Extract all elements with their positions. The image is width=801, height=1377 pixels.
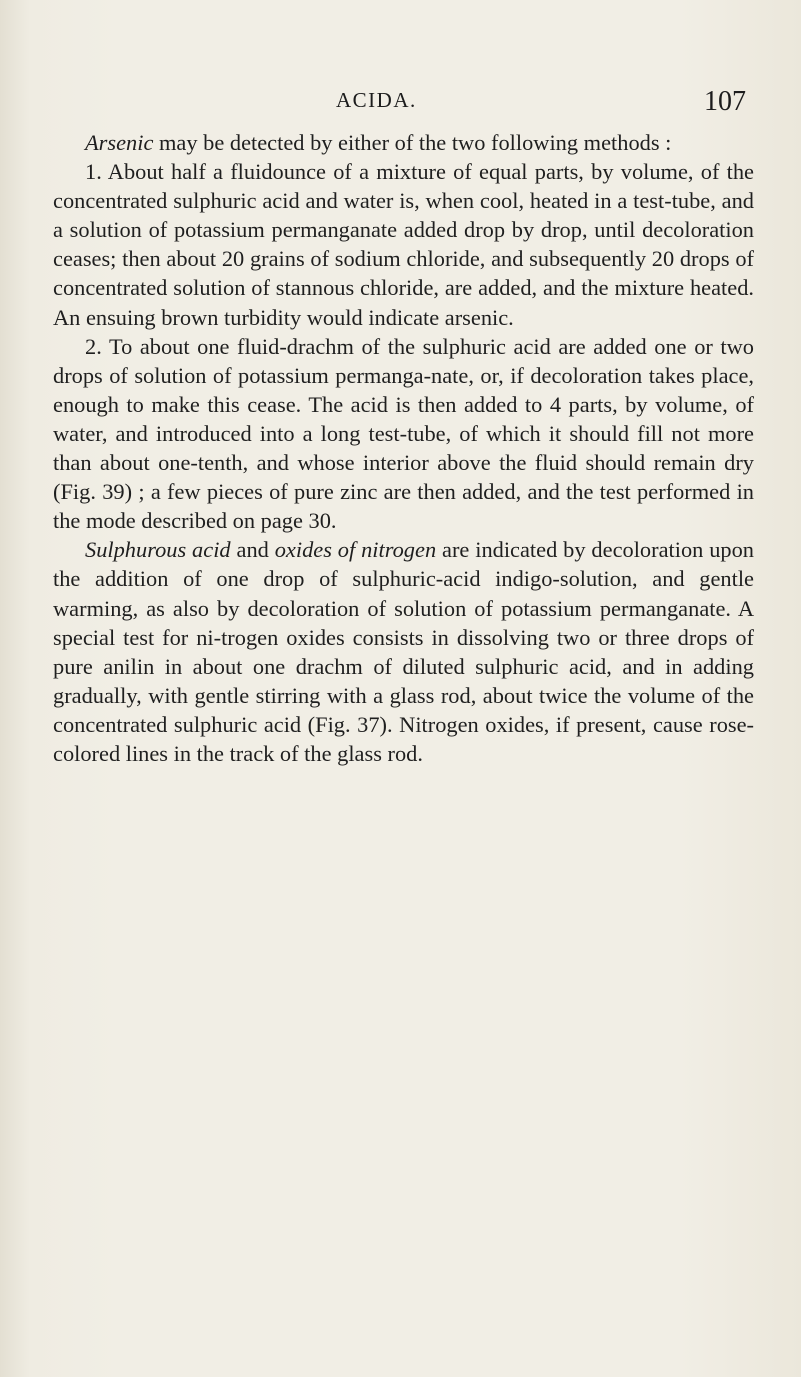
page-header <box>0 86 801 122</box>
paragraph-text: 1. About half a fluidounce of a mixture of equal parts, by volume, of the concentrated sulphuric acid and water is, when cool, heated in a test-tube, and a solution of potassium permanganate added drop by drop, until decoloration ceases; then about 20 grains of sodium chloride, and subsequently 20 drops of concentrated solution of stannous chloride, are added, and the mixture heated. An ensuing brown turbidity would indicate arsenic. <box>53 159 754 330</box>
running-head: ACIDA. <box>336 88 417 112</box>
paragraph-arsenic-intro <box>53 128 754 157</box>
paragraph-sulphurous-nitrogen <box>53 535 754 768</box>
paragraph-text: may be detected by either of the two following methods : <box>153 130 672 155</box>
paragraph-method-2 <box>53 332 754 536</box>
page-body <box>53 128 754 768</box>
term-oxides-of-nitrogen: oxides of nitrogen <box>274 537 437 563</box>
term-arsenic: Arsenic <box>85 130 154 155</box>
paragraph-method-1 <box>53 157 754 332</box>
paragraph-text: are indicated by decoloration upon the addition of one drop of sulphuric-acid indigo-solution, and gentle warming, as also by decoloration of solution of potassium permanganate. A special test for ni-trogen oxides consists in dissolving two or three drops of pure anilin in about one drachm of diluted sulphuric acid, and in adding gradually, with gentle stirring with a glass rod, about twice the volume of the concentrated sulphuric acid (Fig. 37). Nitrogen oxides, if present, cause rose-colored lines in the track of the glass rod. <box>53 537 755 766</box>
conjunction: and <box>230 537 275 563</box>
paragraph-text: 2. To about one fluid-drachm of the sulphuric acid are added one or two drops of solution of potassium permanga-nate, or, if decoloration takes place, enough to make this cease. The acid is then added to 4 parts, by volume, of water, and introduced into a long test-tube, of which it should fill not more than about one-tenth, and whose interior above the fluid should remain dry (Fig. 39) ; a few pieces of pure zinc are then added, and the test performed in the mode described on page 30. <box>53 333 754 534</box>
page-number: 107 <box>704 86 746 117</box>
term-sulphurous-acid: Sulphurous acid <box>85 537 231 563</box>
